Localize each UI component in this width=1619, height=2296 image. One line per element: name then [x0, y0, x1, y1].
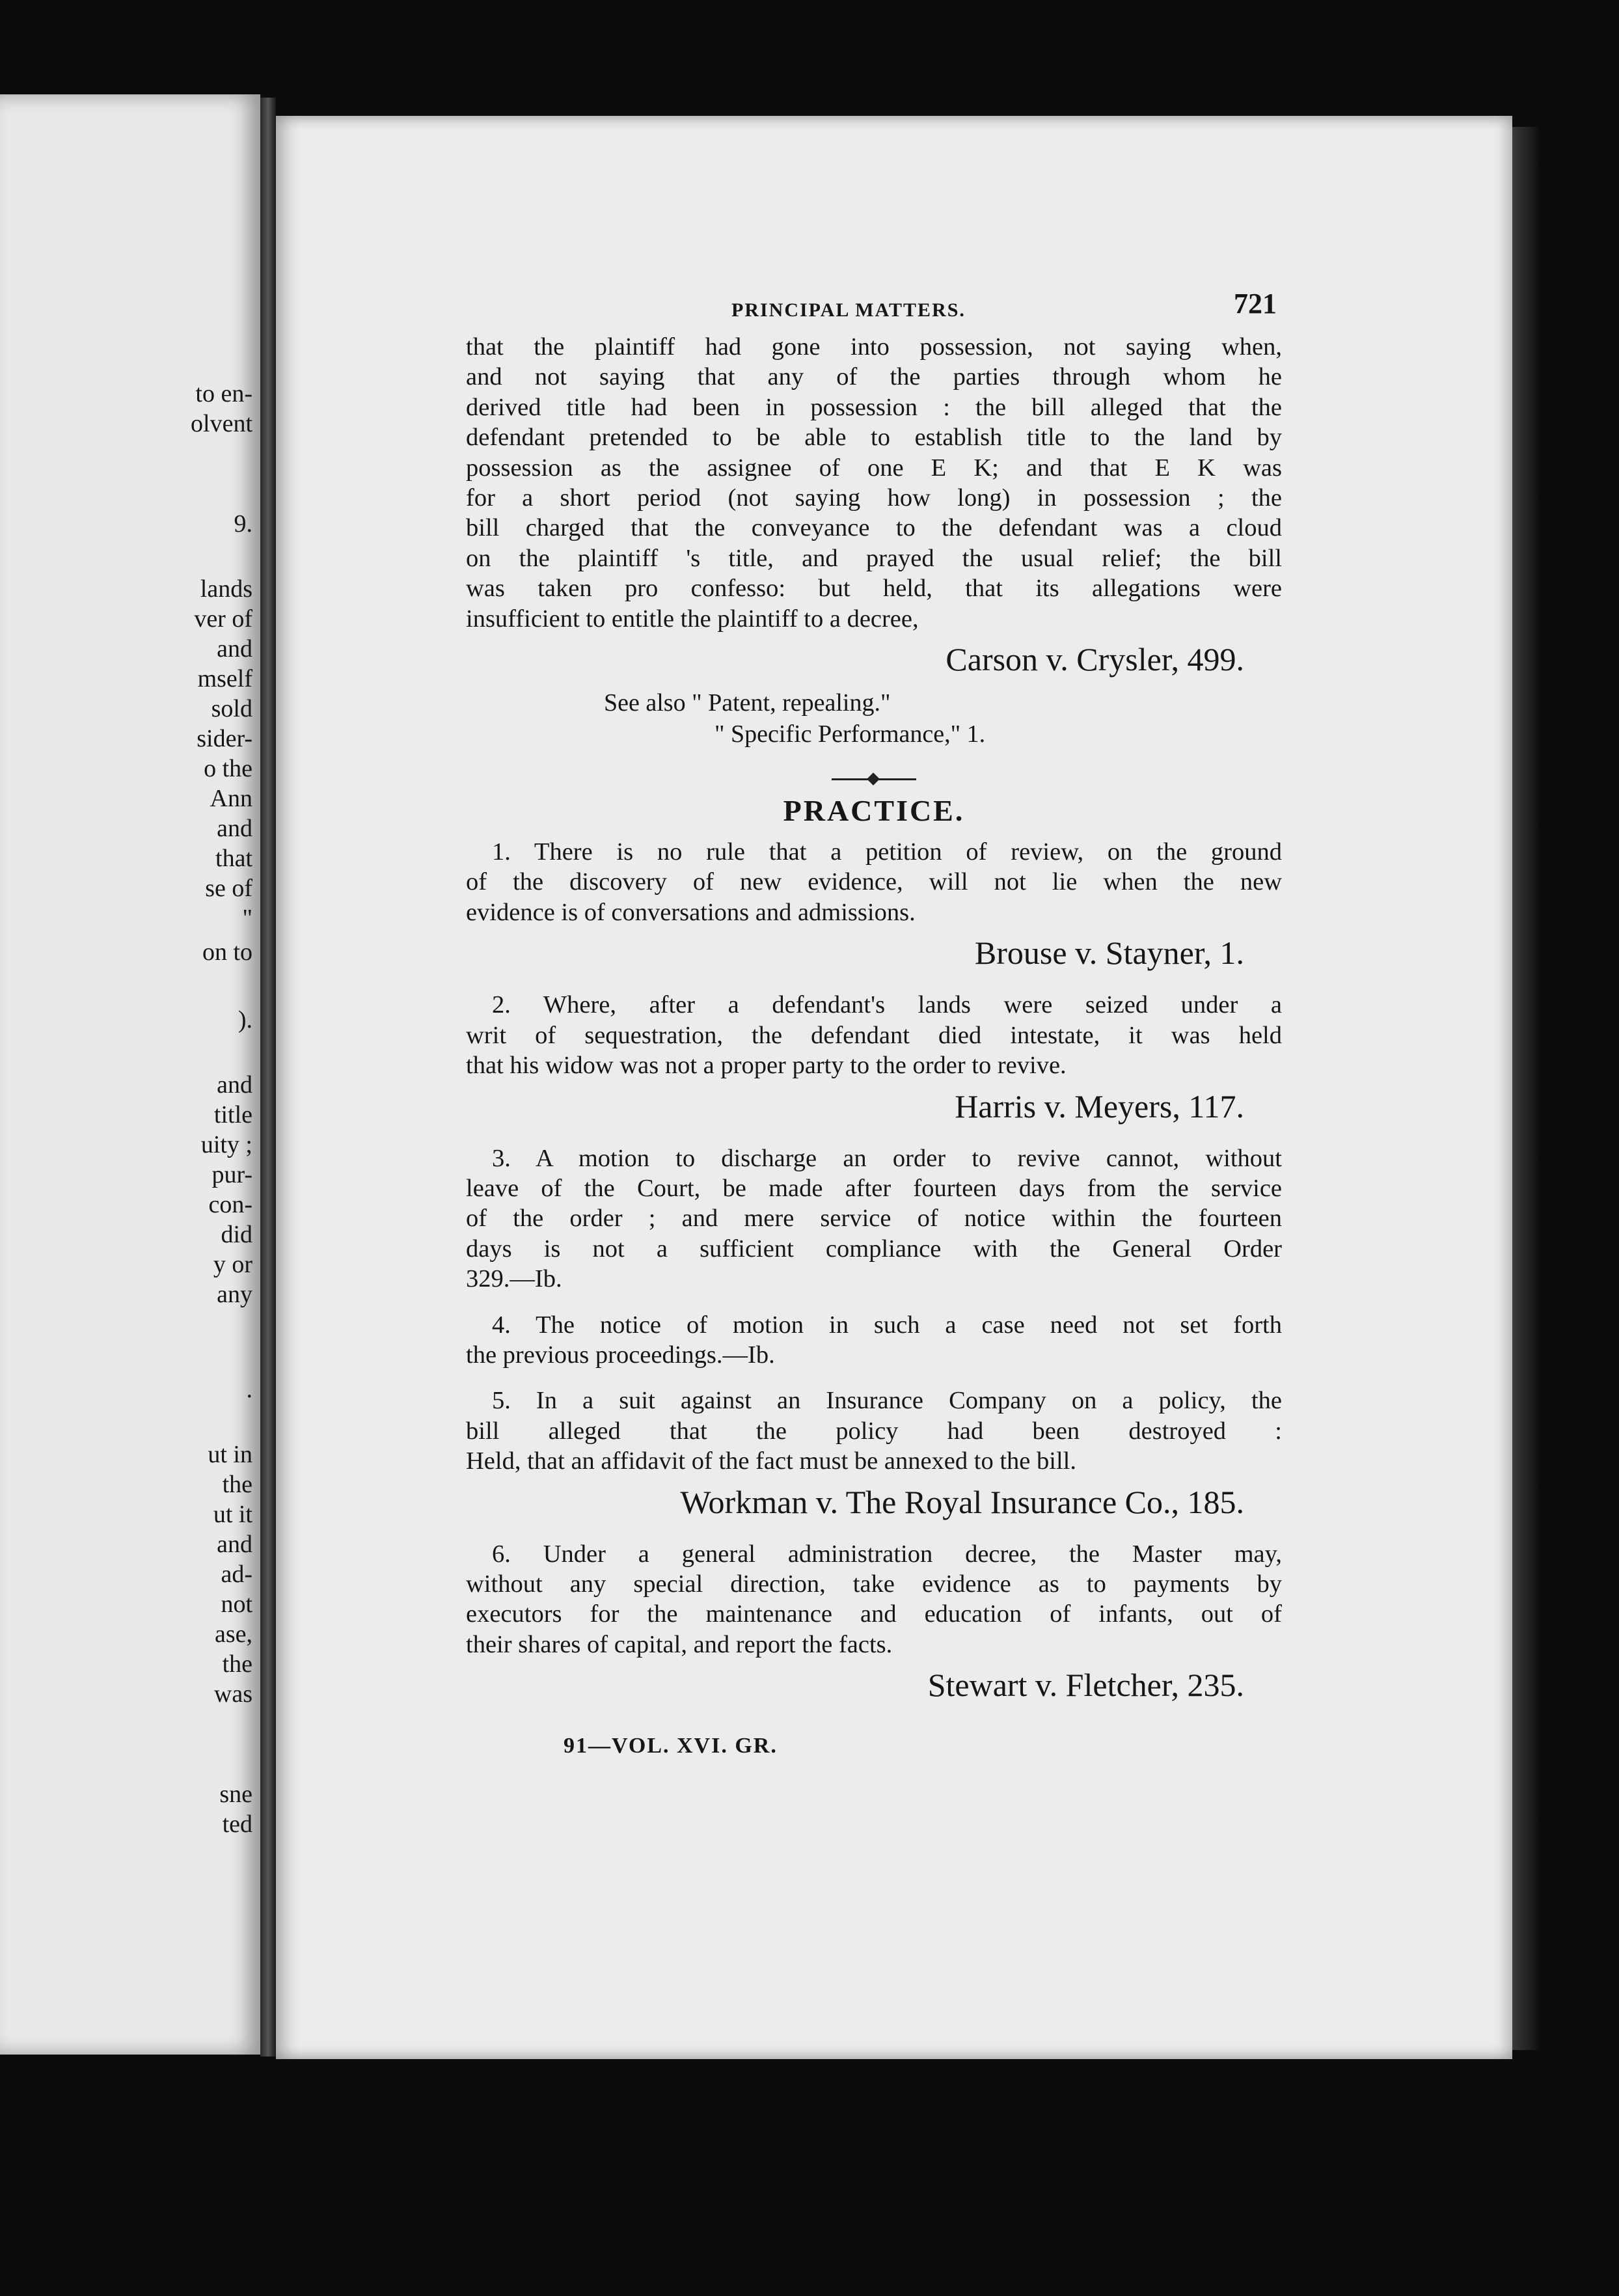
left-page-fragment: o the: [204, 755, 252, 782]
text-line: Held, that an affidavit of the fact must be annexed to the bill.: [466, 1447, 1076, 1475]
section-ornament: [466, 761, 1282, 785]
left-page-fragment: and: [217, 1071, 252, 1099]
left-page-fragment: and: [217, 815, 252, 842]
left-page-fragment: sider-: [197, 725, 252, 752]
running-title: PRINCIPAL MATTERS.: [731, 299, 966, 321]
text-line: that his widow was not a proper party to the order to revive.: [466, 1052, 1067, 1080]
practice-item: [466, 1539, 1282, 1707]
left-page-fragment: the: [222, 1471, 252, 1498]
text-line: of the order ; and mere service of notice within the fourteen: [466, 1205, 1282, 1233]
text-line: their shares of capital, and report the facts.: [466, 1630, 893, 1658]
text-line: the previous proceedings.—Ib.: [466, 1341, 775, 1369]
left-page-fragment: se of: [205, 875, 252, 902]
text-line: of the discovery of new evidence, will not lie when the new: [466, 868, 1282, 896]
left-page: [0, 94, 260, 2055]
left-page-fragment: Ann: [210, 785, 252, 812]
text-line: 6. Under a general administration decree, the Master may,: [492, 1540, 1282, 1568]
text-line: 3. A motion to discharge an order to revive cannot, without: [492, 1144, 1282, 1172]
left-page-fragment: ).: [238, 1006, 252, 1033]
left-page-fragment: sold: [211, 695, 252, 722]
left-page-fragment: uity ;: [200, 1131, 252, 1158]
book-gutter: [260, 98, 276, 2057]
left-page-fragment: y or: [213, 1251, 252, 1278]
text-line: insufficient to entitle the plaintiff to a decree,: [466, 605, 919, 633]
left-page-fragment: pur-: [211, 1161, 252, 1188]
see-also: [466, 687, 1282, 750]
text-line: 1. There is no rule that a petition of review, on the ground: [492, 838, 1282, 866]
left-page-fragment: ut in: [208, 1441, 252, 1468]
left-page-fragment: mself: [197, 665, 252, 692]
case-citation: Carson v. Crysler, 499.: [946, 641, 1244, 678]
practice-item: [466, 1386, 1282, 1523]
left-page-fragment: was: [213, 1680, 252, 1708]
text-line: for a short period (not saying how long) in possession ; the: [466, 484, 1282, 512]
left-page-fragment: lands: [200, 575, 252, 603]
left-page-fragment: ad-: [221, 1561, 252, 1588]
left-page-fragment: not: [221, 1591, 252, 1618]
page-number: 721: [1234, 288, 1277, 320]
page-edge: [1512, 127, 1538, 2050]
practice-item: [466, 1143, 1282, 1294]
text-line: 5. In a suit against an Insurance Company on a policy, the: [492, 1387, 1282, 1415]
see-also-line: " Specific Performance," 1.: [714, 720, 986, 748]
practice-item: [466, 990, 1282, 1127]
text-line: possession as the assignee of one E K; and that E K was: [466, 454, 1282, 482]
case-citation: Harris v. Meyers, 117.: [955, 1087, 1244, 1125]
page-content: [466, 286, 1282, 1762]
signature-mark: 91—VOL. XVI. GR.: [564, 1734, 778, 1758]
text-line: without any special direction, take evidence as to payments by: [466, 1570, 1282, 1598]
left-page-fragment: olvent: [191, 410, 252, 437]
left-page-fragment: that: [215, 845, 252, 872]
left-page-fragment: any: [217, 1281, 252, 1308]
text-line: evidence is of conversations and admissions.: [466, 898, 916, 926]
case-citation: Brouse v. Stayner, 1.: [974, 935, 1244, 972]
left-page-fragment: and: [217, 635, 252, 663]
section-heading: PRACTICE.: [783, 794, 965, 828]
case-citation: Workman v. The Royal Insurance Co., 185.: [680, 1483, 1244, 1520]
left-page-fragment: ": [242, 905, 252, 932]
practice-item: [466, 1310, 1282, 1371]
see-also-line: See also " Patent, repealing.": [604, 689, 891, 717]
text-line: and not saying that any of the parties through whom he: [466, 363, 1282, 391]
text-line: bill alleged that the policy had been destroyed :: [466, 1417, 1282, 1445]
text-line: leave of the Court, be made after fourteen days from the service: [466, 1174, 1282, 1202]
text-line: 4. The notice of motion in such a case need not set forth: [492, 1311, 1282, 1339]
text-line: bill charged that the conveyance to the defendant was a cloud: [466, 514, 1282, 542]
left-page-fragment: ver of: [194, 605, 252, 633]
left-page-fragment: .: [246, 1376, 252, 1403]
text-line: derived title had been in possession : the bill alleged that the: [466, 393, 1282, 421]
text-line: 329.—Ib.: [466, 1265, 562, 1293]
text-line: on the plaintiff 's title, and prayed the usual relief; the bill: [466, 544, 1282, 572]
practice-items: [466, 837, 1282, 1706]
left-page-fragment: and: [217, 1531, 252, 1558]
left-page-fragment: to en-: [195, 380, 252, 407]
left-page-fragment: ut it: [213, 1501, 252, 1528]
case-citation: Stewart v. Fletcher, 235.: [927, 1667, 1244, 1704]
left-page-fragment: sne: [219, 1781, 252, 1808]
continuation-paragraph: [466, 332, 1282, 634]
left-page-fragment: ted: [222, 1811, 252, 1838]
text-line: writ of sequestration, the defendant died intestate, it was held: [466, 1021, 1282, 1049]
left-page-fragment: 9.: [234, 510, 252, 538]
left-page-fragment: the: [222, 1650, 252, 1678]
text-line: days is not a sufficient compliance with the General Order: [466, 1235, 1282, 1263]
text-line: defendant pretended to be able to establish title to the land by: [466, 424, 1282, 452]
running-head: [466, 286, 1282, 332]
text-line: 2. Where, after a defendant's lands were seized under a: [492, 991, 1282, 1019]
text-line: that the plaintiff had gone into possession, not saying when,: [466, 333, 1282, 361]
left-page-fragment: on to: [202, 938, 252, 966]
practice-item: [466, 837, 1282, 974]
left-page-fragment: title: [213, 1101, 252, 1128]
text-line: executors for the maintenance and education of infants, out of: [466, 1600, 1282, 1628]
left-page-fragment: con-: [208, 1191, 252, 1218]
left-page-fragment: did: [221, 1221, 252, 1248]
text-line: was taken pro confesso: but held, that its allegations were: [466, 575, 1282, 603]
left-page-fragment: ase,: [214, 1620, 252, 1648]
